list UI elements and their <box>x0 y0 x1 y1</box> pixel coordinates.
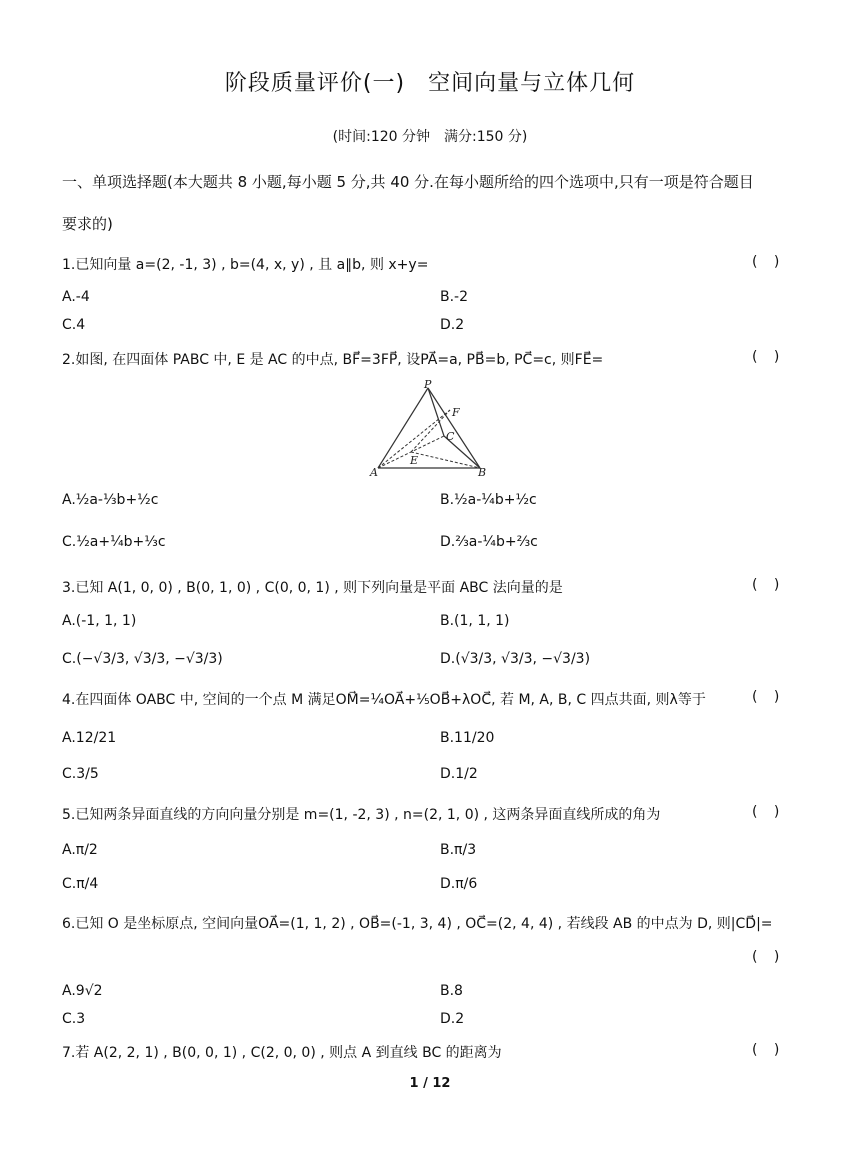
answer-paren-3: ( ) <box>752 577 786 593</box>
section-heading-line-2: 要求的) <box>62 215 113 233</box>
q1-option-c: C.4 <box>62 317 86 333</box>
answer-paren-6: ( ) <box>752 949 786 965</box>
q5-option-a: A.π/2 <box>62 842 98 858</box>
question-4: 4.在四面体 OABC 中, 空间的一个点 M 满足OM⃗=¼OA⃗+⅕OB⃗+λOC⃗, 若 M, A, B, C 四点共面, 则λ等于 <box>62 692 706 708</box>
exam-info: (时间:120 分钟 满分:150 分) <box>332 129 528 145</box>
question-6: 6.已知 O 是坐标原点, 空间向量OA⃗=(1, 1, 2) , OB⃗=(-1, 3, 4) , OC⃗=(2, 4, 4) , 若线段 AB 的中点为 D, 则|CD⃗|= <box>62 916 773 932</box>
label-e: E <box>410 454 419 467</box>
q1-option-d: D.2 <box>440 317 465 333</box>
q4-option-c: C.3/5 <box>62 766 99 782</box>
tetrahedron-figure <box>366 380 496 480</box>
label-a: A <box>370 466 378 479</box>
q3-option-a: A.(-1, 1, 1) <box>62 613 137 629</box>
q6-option-b: B.8 <box>440 983 463 999</box>
q2-option-c: C.½a+¼b+⅓c <box>62 534 166 550</box>
q2-option-b: B.½a-¼b+½c <box>440 492 537 508</box>
q4-option-a: A.12/21 <box>62 730 117 746</box>
q4-option-b: B.11/20 <box>440 730 495 746</box>
answer-paren-1: ( ) <box>752 254 786 270</box>
q5-option-d: D.π/6 <box>440 876 478 892</box>
q4-option-d: D.1/2 <box>440 766 478 782</box>
answer-paren-7: ( ) <box>752 1042 786 1058</box>
q1-option-a: A.-4 <box>62 289 90 305</box>
answer-paren-2: ( ) <box>752 349 786 365</box>
label-p: P <box>424 380 432 391</box>
q6-option-c: C.3 <box>62 1011 86 1027</box>
q6-option-d: D.2 <box>440 1011 465 1027</box>
label-b: B <box>478 466 487 479</box>
answer-paren-4: ( ) <box>752 689 786 705</box>
question-1: 1.已知向量 a=(2, -1, 3) , b=(4, x, y) , 且 a∥b, 则 x+y= <box>62 257 429 273</box>
answer-paren-5: ( ) <box>752 804 786 820</box>
question-5: 5.已知两条异面直线的方向向量分别是 m=(1, -2, 3) , n=(2, 1, 0) , 这两条异面直线所成的角为 <box>62 807 661 823</box>
page-number: 1 / 12 <box>409 1076 451 1091</box>
label-f: F <box>452 406 460 419</box>
q3-option-d: D.(√3/3, √3/3, −√3/3) <box>440 651 591 667</box>
label-c: C <box>446 430 455 443</box>
q5-option-b: B.π/3 <box>440 842 477 858</box>
q3-option-c: C.(−√3/3, √3/3, −√3/3) <box>62 651 223 667</box>
q1-option-b: B.-2 <box>440 289 469 305</box>
question-7: 7.若 A(2, 2, 1) , B(0, 0, 1) , C(2, 0, 0) , 则点 A 到直线 BC 的距离为 <box>62 1045 502 1061</box>
q3-option-b: B.(1, 1, 1) <box>440 613 510 629</box>
section-heading-line-1: 一、单项选择题(本大题共 8 小题,每小题 5 分,共 40 分.在每小题所给的四个选项中,只有一项是符合题目 <box>62 173 754 191</box>
q2-option-a: A.½a-⅓b+½c <box>62 492 159 508</box>
q2-option-d: D.⅔a-¼b+⅔c <box>440 534 538 550</box>
page-title: 阶段质量评价(一) 空间向量与立体几何 <box>224 71 636 96</box>
question-3: 3.已知 A(1, 0, 0) , B(0, 1, 0) , C(0, 0, 1) , 则下列向量是平面 ABC 法向量的是 <box>62 580 563 596</box>
question-2: 2.如图, 在四面体 PABC 中, E 是 AC 的中点, BF⃗=3FP⃗, 设PA⃗=a, PB⃗=b, PC⃗=c, 则FE⃗= <box>62 352 604 368</box>
q5-option-c: C.π/4 <box>62 876 99 892</box>
q6-option-a: A.9√2 <box>62 983 103 999</box>
